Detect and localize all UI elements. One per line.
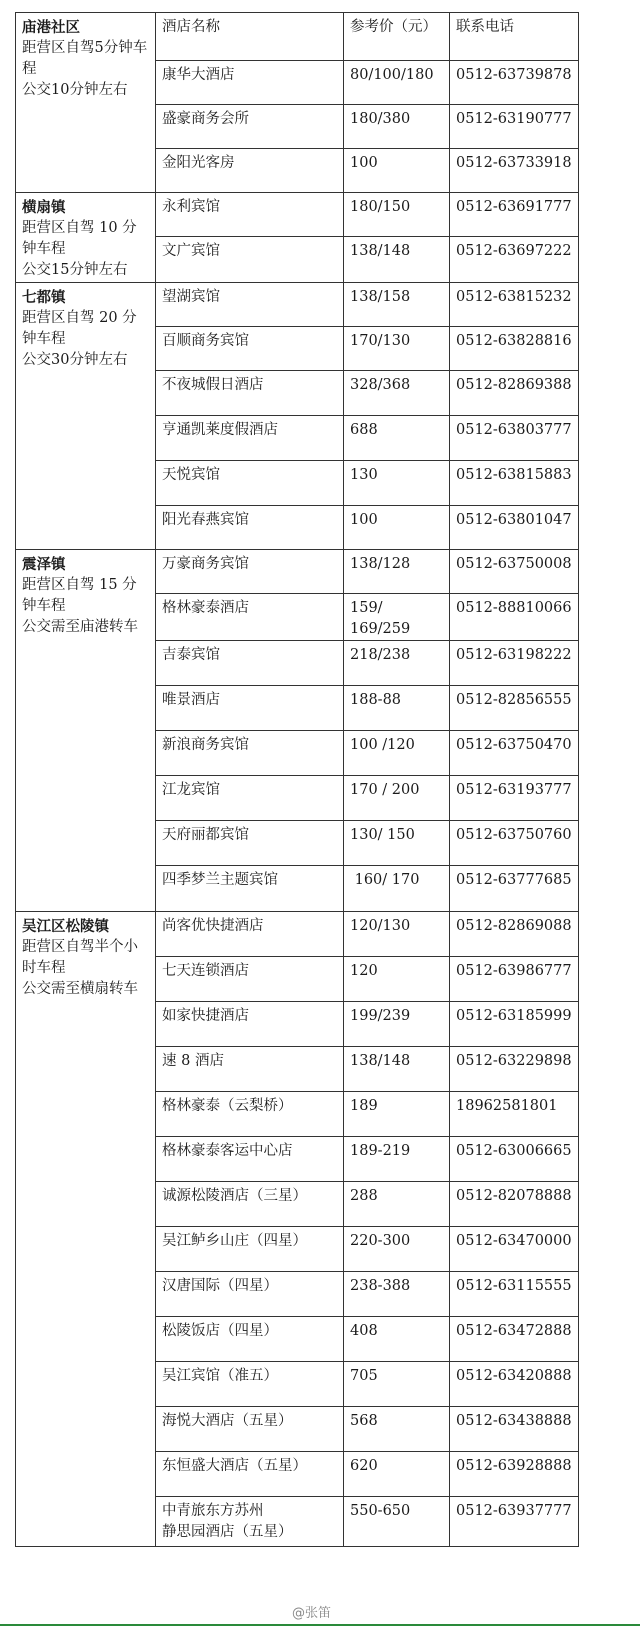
hotel-price: 100 bbox=[344, 149, 450, 193]
table-header-row bbox=[16, 13, 579, 61]
hotel-phone: 0512-63801047 bbox=[450, 506, 579, 550]
hotel-name: 望湖宾馆 bbox=[156, 283, 344, 327]
hotel-phone: 0512-63006665 bbox=[450, 1137, 579, 1182]
hotel-name: 汉唐国际（四星） bbox=[156, 1272, 344, 1317]
hotel-name: 康华大酒店 bbox=[156, 61, 344, 105]
hotel-phone: 0512-63750760 bbox=[450, 821, 579, 866]
hotel-phone: 0512-63193777 bbox=[450, 776, 579, 821]
hotel-phone: 0512-82856555 bbox=[450, 686, 579, 731]
region-cell bbox=[16, 193, 156, 283]
hotel-price: 288 bbox=[344, 1182, 450, 1227]
hotel-phone: 0512-63803777 bbox=[450, 416, 579, 461]
hotel-price: 138/158 bbox=[344, 283, 450, 327]
region-name: 庙港社区 bbox=[22, 19, 80, 36]
hotel-name: 天悦宾馆 bbox=[156, 461, 344, 506]
hotel-price: 159/ 169/259 bbox=[344, 594, 450, 641]
hotel-phone: 0512-63739878 bbox=[450, 61, 579, 105]
hotel-name: 盛豪商务会所 bbox=[156, 105, 344, 149]
hotel-name: 江龙宾馆 bbox=[156, 776, 344, 821]
hotel-price: 138/128 bbox=[344, 550, 450, 594]
hotel-price: 120 bbox=[344, 957, 450, 1002]
table-row bbox=[16, 550, 579, 594]
column-header-price: 参考价（元） bbox=[344, 13, 450, 61]
hotel-phone: 0512-63928888 bbox=[450, 1452, 579, 1497]
hotel-price: 138/148 bbox=[344, 1047, 450, 1092]
table-row bbox=[16, 193, 579, 237]
column-header-name: 酒店名称 bbox=[156, 13, 344, 61]
hotel-name: 如家快捷酒店 bbox=[156, 1002, 344, 1047]
hotel-price: 180/380 bbox=[344, 105, 450, 149]
hotel-price: 189-219 bbox=[344, 1137, 450, 1182]
hotel-phone: 0512-63115555 bbox=[450, 1272, 579, 1317]
hotel-phone: 0512-63190777 bbox=[450, 105, 579, 149]
hotel-name: 松陵饭店（四星） bbox=[156, 1317, 344, 1362]
hotel-table-body bbox=[16, 13, 579, 1547]
hotel-price: 568 bbox=[344, 1407, 450, 1452]
hotel-price: 100 /120 bbox=[344, 731, 450, 776]
hotel-price: 550-650 bbox=[344, 1497, 450, 1547]
hotel-name: 永利宾馆 bbox=[156, 193, 344, 237]
hotel-name: 速 8 酒店 bbox=[156, 1047, 344, 1092]
hotel-phone: 0512-63733918 bbox=[450, 149, 579, 193]
hotel-name: 格林豪泰酒店 bbox=[156, 594, 344, 641]
hotel-phone: 0512-63198222 bbox=[450, 641, 579, 686]
hotel-phone: 0512-63815883 bbox=[450, 461, 579, 506]
hotel-name: 东恒盛大酒店（五星） bbox=[156, 1452, 344, 1497]
hotel-price: 80/100/180 bbox=[344, 61, 450, 105]
hotel-name: 不夜城假日酒店 bbox=[156, 371, 344, 416]
hotel-phone: 0512-63750008 bbox=[450, 550, 579, 594]
hotel-price: 408 bbox=[344, 1317, 450, 1362]
hotel-price: 130/ 150 bbox=[344, 821, 450, 866]
hotel-name: 中青旅东方苏州 静思园酒店（五星） bbox=[156, 1497, 344, 1547]
hotel-name: 吴江宾馆（准五） bbox=[156, 1362, 344, 1407]
hotel-name: 新浪商务宾馆 bbox=[156, 731, 344, 776]
hotel-phone: 0512-88810066 bbox=[450, 594, 579, 641]
hotel-price: 218/238 bbox=[344, 641, 450, 686]
hotel-name: 金阳光客房 bbox=[156, 149, 344, 193]
hotel-price: 130 bbox=[344, 461, 450, 506]
hotel-phone: 0512-63229898 bbox=[450, 1047, 579, 1092]
region-cell-miaogang bbox=[16, 13, 156, 193]
hotel-name: 唯景酒店 bbox=[156, 686, 344, 731]
hotel-name: 万豪商务宾馆 bbox=[156, 550, 344, 594]
hotel-name: 七天连锁酒店 bbox=[156, 957, 344, 1002]
hotel-price: 189 bbox=[344, 1092, 450, 1137]
hotel-name: 亨通凯莱度假酒店 bbox=[156, 416, 344, 461]
hotel-name: 吴江鲈乡山庄（四星） bbox=[156, 1227, 344, 1272]
hotel-phone: 0512-63420888 bbox=[450, 1362, 579, 1407]
region-description: 距营区自驾 15 分钟车程 公交需至庙港转车 bbox=[22, 577, 138, 635]
hotel-price: 170 / 200 bbox=[344, 776, 450, 821]
hotel-price: 100 bbox=[344, 506, 450, 550]
hotel-phone: 0512-63750470 bbox=[450, 731, 579, 776]
hotel-table bbox=[15, 12, 579, 1547]
hotel-price: 138/148 bbox=[344, 237, 450, 283]
column-header-phone: 联系电话 bbox=[450, 13, 579, 61]
hotel-name: 海悦大酒店（五星） bbox=[156, 1407, 344, 1452]
table-row bbox=[16, 912, 579, 957]
hotel-price: 188-88 bbox=[344, 686, 450, 731]
hotel-phone: 0512-63438888 bbox=[450, 1407, 579, 1452]
hotel-phone: 0512-63472888 bbox=[450, 1317, 579, 1362]
region-description: 距营区自驾5分钟车程 公交10分钟左右 bbox=[22, 40, 148, 98]
hotel-price: 160/ 170 bbox=[344, 866, 450, 912]
hotel-phone: 0512-63697222 bbox=[450, 237, 579, 283]
hotel-phone: 0512-63185999 bbox=[450, 1002, 579, 1047]
hotel-name: 百顺商务宾馆 bbox=[156, 327, 344, 371]
hotel-name: 文广宾馆 bbox=[156, 237, 344, 283]
hotel-phone: 0512-82078888 bbox=[450, 1182, 579, 1227]
hotel-phone: 0512-63986777 bbox=[450, 957, 579, 1002]
hotel-price: 220-300 bbox=[344, 1227, 450, 1272]
hotel-phone: 0512-82869388 bbox=[450, 371, 579, 416]
hotel-name: 诚源松陵酒店（三星） bbox=[156, 1182, 344, 1227]
hotel-name: 阳光春燕宾馆 bbox=[156, 506, 344, 550]
table-row bbox=[16, 283, 579, 327]
hotel-phone: 0512-63777685 bbox=[450, 866, 579, 912]
hotel-name: 格林豪泰（云梨桥） bbox=[156, 1092, 344, 1137]
region-description: 距营区自驾 20 分钟车程 公交30分钟左右 bbox=[22, 310, 137, 368]
region-name: 震泽镇 bbox=[22, 556, 66, 573]
region-name: 横扇镇 bbox=[22, 199, 66, 216]
region-name: 七都镇 bbox=[22, 289, 66, 306]
region-description: 距营区自驾半个小时车程 公交需至横扇转车 bbox=[22, 939, 138, 997]
hotel-phone: 0512-63470000 bbox=[450, 1227, 579, 1272]
hotel-name: 格林豪泰客运中心店 bbox=[156, 1137, 344, 1182]
hotel-price: 120/130 bbox=[344, 912, 450, 957]
hotel-name: 四季梦兰主题宾馆 bbox=[156, 866, 344, 912]
region-name: 吴江区松陵镇 bbox=[22, 918, 109, 935]
bottom-divider bbox=[0, 1624, 640, 1626]
hotel-price: 180/150 bbox=[344, 193, 450, 237]
hotel-phone: 0512-63828816 bbox=[450, 327, 579, 371]
hotel-price: 705 bbox=[344, 1362, 450, 1407]
hotel-price: 688 bbox=[344, 416, 450, 461]
hotel-phone: 0512-82869088 bbox=[450, 912, 579, 957]
hotel-name: 尚客优快捷酒店 bbox=[156, 912, 344, 957]
hotel-phone: 0512-63815232 bbox=[450, 283, 579, 327]
hotel-name: 吉泰宾馆 bbox=[156, 641, 344, 686]
hotel-name: 天府丽都宾馆 bbox=[156, 821, 344, 866]
region-description: 距营区自驾 10 分钟车程 公交15分钟左右 bbox=[22, 220, 137, 278]
hotel-price: 328/368 bbox=[344, 371, 450, 416]
hotel-phone: 0512-63691777 bbox=[450, 193, 579, 237]
watermark: @张笛 bbox=[292, 1606, 332, 1621]
hotel-price: 238-388 bbox=[344, 1272, 450, 1317]
hotel-phone: 0512-63937777 bbox=[450, 1497, 579, 1547]
region-cell bbox=[16, 550, 156, 912]
region-cell bbox=[16, 912, 156, 1547]
hotel-price: 199/239 bbox=[344, 1002, 450, 1047]
hotel-price: 620 bbox=[344, 1452, 450, 1497]
region-cell bbox=[16, 283, 156, 550]
hotel-phone: 18962581801 bbox=[450, 1092, 579, 1137]
hotel-price: 170/130 bbox=[344, 327, 450, 371]
